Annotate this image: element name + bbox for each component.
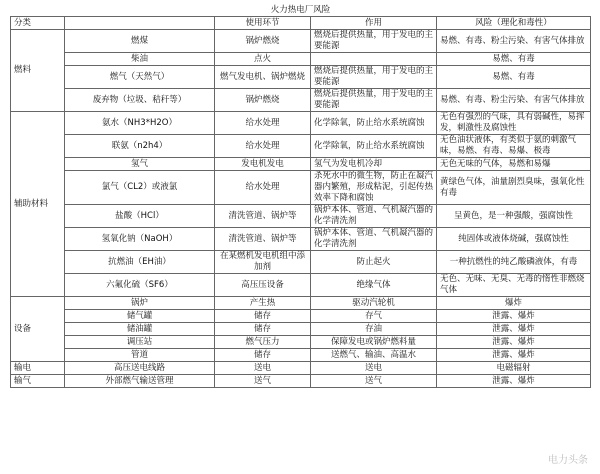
table-row xyxy=(11,112,591,135)
table-row xyxy=(11,323,591,336)
item-name: 管道 xyxy=(65,349,215,362)
category-aux: 辅助材料 xyxy=(11,112,65,297)
item-effect: 燃烧后提供热量，用于发电的主要能源 xyxy=(311,30,437,53)
item-name: 柴油 xyxy=(65,53,215,66)
item-name: 抗燃油（EH油） xyxy=(65,251,215,274)
item-usage: 产生热 xyxy=(215,297,311,310)
item-risk: 黄绿色气体，油量剧烈臭味，强氧化性有毒 xyxy=(437,171,591,205)
item-usage: 发电机发电 xyxy=(215,158,311,171)
item-name: 盐酸（HCl） xyxy=(65,205,215,228)
item-usage: 燃气压力 xyxy=(215,336,311,349)
item-risk: 无色有强烈的气味，具有弱碱性，易挥发，刺激性及腐蚀性 xyxy=(437,112,591,135)
category-power: 输电 xyxy=(11,362,65,375)
table-row xyxy=(11,228,591,251)
table-row xyxy=(11,362,591,375)
item-effect: 燃烧后提供热量，用于发电的主要能源 xyxy=(311,66,437,89)
item-usage: 燃气发电机、锅炉燃烧 xyxy=(215,66,311,89)
item-risk: 一种抗燃性的纯乙酸磷液体，有毒 xyxy=(437,251,591,274)
item-name: 燃气（天然气） xyxy=(65,66,215,89)
category-gas: 输气 xyxy=(11,375,65,388)
item-effect: 氢气为发电机冷却 xyxy=(311,158,437,171)
item-usage: 给水处理 xyxy=(215,112,311,135)
item-effect: 存油 xyxy=(311,323,437,336)
item-risk: 泄露、爆炸 xyxy=(437,349,591,362)
item-effect: 化学除氧，防止给水系统腐蚀 xyxy=(311,135,437,158)
item-risk: 泄露、爆炸 xyxy=(437,375,591,388)
item-risk: 纯固体或液体烧碱，强腐蚀性 xyxy=(437,228,591,251)
item-name: 调压站 xyxy=(65,336,215,349)
header-risk: 风险（理化和毒性） xyxy=(437,17,591,30)
table-row xyxy=(11,297,591,310)
item-usage: 储存 xyxy=(215,349,311,362)
table-row xyxy=(11,158,591,171)
table-row xyxy=(11,171,591,205)
item-name: 氢氧化钠（NaOH） xyxy=(65,228,215,251)
item-risk: 无色油状液体，有类似于氨的刺激气味，易燃、有毒、易爆、极毒 xyxy=(437,135,591,158)
header-row xyxy=(11,17,591,30)
item-usage: 点火 xyxy=(215,53,311,66)
header-category: 分类 xyxy=(11,17,65,30)
item-effect xyxy=(311,53,437,66)
item-name: 高压送电线路 xyxy=(65,362,215,375)
category-fuel: 燃料 xyxy=(11,30,65,112)
item-effect: 保障发电或锅炉燃料量 xyxy=(311,336,437,349)
item-usage: 给水处理 xyxy=(215,171,311,205)
item-name: 联氨（n2h4） xyxy=(65,135,215,158)
table-row xyxy=(11,135,591,158)
table-row xyxy=(11,375,591,388)
item-effect: 送气 xyxy=(311,375,437,388)
item-usage: 送气 xyxy=(215,375,311,388)
item-effect: 锅炉本体、管道、气机凝汽器的化学清洗剂 xyxy=(311,228,437,251)
table-row xyxy=(11,53,591,66)
item-effect: 送电 xyxy=(311,362,437,375)
item-usage: 给水处理 xyxy=(215,135,311,158)
item-name: 储油罐 xyxy=(65,323,215,336)
table-row xyxy=(11,66,591,89)
item-usage: 送电 xyxy=(215,362,311,375)
item-effect: 防止起火 xyxy=(311,251,437,274)
item-risk: 易燃、有毒 xyxy=(437,53,591,66)
item-risk: 泄露、爆炸 xyxy=(437,310,591,323)
item-usage: 清洗管道、锅炉等 xyxy=(215,205,311,228)
item-usage: 高压压设备 xyxy=(215,274,311,297)
item-usage: 锅炉燃烧 xyxy=(215,30,311,53)
item-name: 氢气 xyxy=(65,158,215,171)
item-name: 氨水（NH3*H2O） xyxy=(65,112,215,135)
item-risk: 易燃、有毒、粉尘污染、有害气体排放 xyxy=(437,30,591,53)
risk-table xyxy=(10,4,591,388)
category-equip: 设备 xyxy=(11,297,65,362)
item-name: 废弃物（垃圾、秸秆等） xyxy=(65,89,215,112)
item-effect: 存气 xyxy=(311,310,437,323)
table-row xyxy=(11,251,591,274)
item-effect: 化学除氧，防止给水系统腐蚀 xyxy=(311,112,437,135)
table-row xyxy=(11,336,591,349)
header-usage: 使用环节 xyxy=(215,17,311,30)
item-effect: 驱动汽轮机 xyxy=(311,297,437,310)
item-effect: 燃烧后提供热量，用于发电的主要能源 xyxy=(311,89,437,112)
item-usage: 锅炉燃烧 xyxy=(215,89,311,112)
item-risk: 无色无味的气体，易燃和易爆 xyxy=(437,158,591,171)
item-effect: 送燃气、输油、高温水 xyxy=(311,349,437,362)
watermark: 电力头条 xyxy=(548,455,588,466)
table-row xyxy=(11,30,591,53)
table-row xyxy=(11,349,591,362)
item-risk: 泄露、爆炸 xyxy=(437,336,591,349)
table-row xyxy=(11,205,591,228)
item-name: 储气罐 xyxy=(65,310,215,323)
item-name: 氯气（CL2）或液氯 xyxy=(65,171,215,205)
item-usage: 清洗管道、锅炉等 xyxy=(215,228,311,251)
item-risk: 易燃、有毒 xyxy=(437,66,591,89)
item-usage: 储存 xyxy=(215,323,311,336)
item-usage: 在某燃机发电机组中添加剂 xyxy=(215,251,311,274)
item-risk: 泄露、爆炸 xyxy=(437,323,591,336)
item-usage: 储存 xyxy=(215,310,311,323)
item-effect: 锅炉本体、管道、气机凝汽器的化学清洗剂 xyxy=(311,205,437,228)
header-item xyxy=(65,17,215,30)
item-risk: 易燃、有毒、粉尘污染、有害气体排放 xyxy=(437,89,591,112)
item-name: 燃煤 xyxy=(65,30,215,53)
table-row xyxy=(11,310,591,323)
item-risk: 无色、无味、无臭、无毒的惰性非燃烧气体 xyxy=(437,274,591,297)
item-risk: 呈黄色，是一种强酸，强腐蚀性 xyxy=(437,205,591,228)
item-name: 外部燃气输送管理 xyxy=(65,375,215,388)
item-risk: 爆炸 xyxy=(437,297,591,310)
item-name: 六氟化硫（SF6） xyxy=(65,274,215,297)
item-name: 锅炉 xyxy=(65,297,215,310)
item-effect: 绝缘气体 xyxy=(311,274,437,297)
header-effect: 作用 xyxy=(311,17,437,30)
risk-table-container xyxy=(10,4,590,388)
table-row xyxy=(11,274,591,297)
item-risk: 电磁辐射 xyxy=(437,362,591,375)
item-effect: 杀死水中的微生物，防止在凝汽器内繁殖，形成粘泥，引起传热效率下降和腐蚀 xyxy=(311,171,437,205)
table-row xyxy=(11,89,591,112)
table-title: 火力热电厂风险 xyxy=(11,4,591,17)
